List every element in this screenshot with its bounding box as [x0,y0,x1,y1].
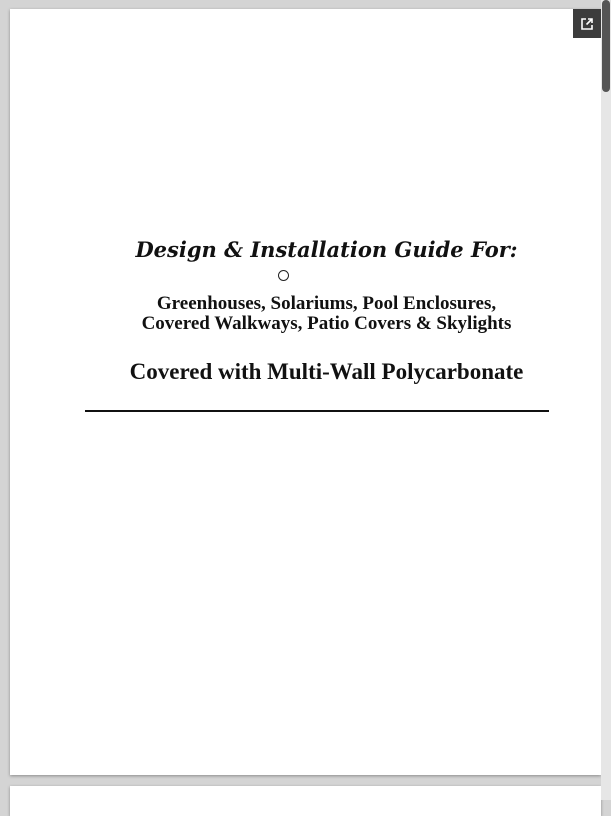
horizontal-rule [85,410,549,412]
popout-button[interactable] [573,9,601,38]
document-heading: Covered with Multi-Wall Polycarbonate [129,359,524,384]
scrollbar-thumb[interactable] [602,0,610,92]
next-document-page [10,786,601,816]
open-in-new-window-icon [580,17,594,31]
document-page [10,9,601,775]
bullet-circle-icon [278,270,289,281]
subtitle-line: Covered Walkways, Patio Covers & Skylights [141,313,512,334]
vertical-scrollbar[interactable] [601,0,611,800]
subtitle-line: Greenhouses, Solariums, Pool Enclosures, [156,293,497,314]
document-subtitle [10,294,601,334]
document-title: Design & Installation Guide For: [135,237,518,262]
